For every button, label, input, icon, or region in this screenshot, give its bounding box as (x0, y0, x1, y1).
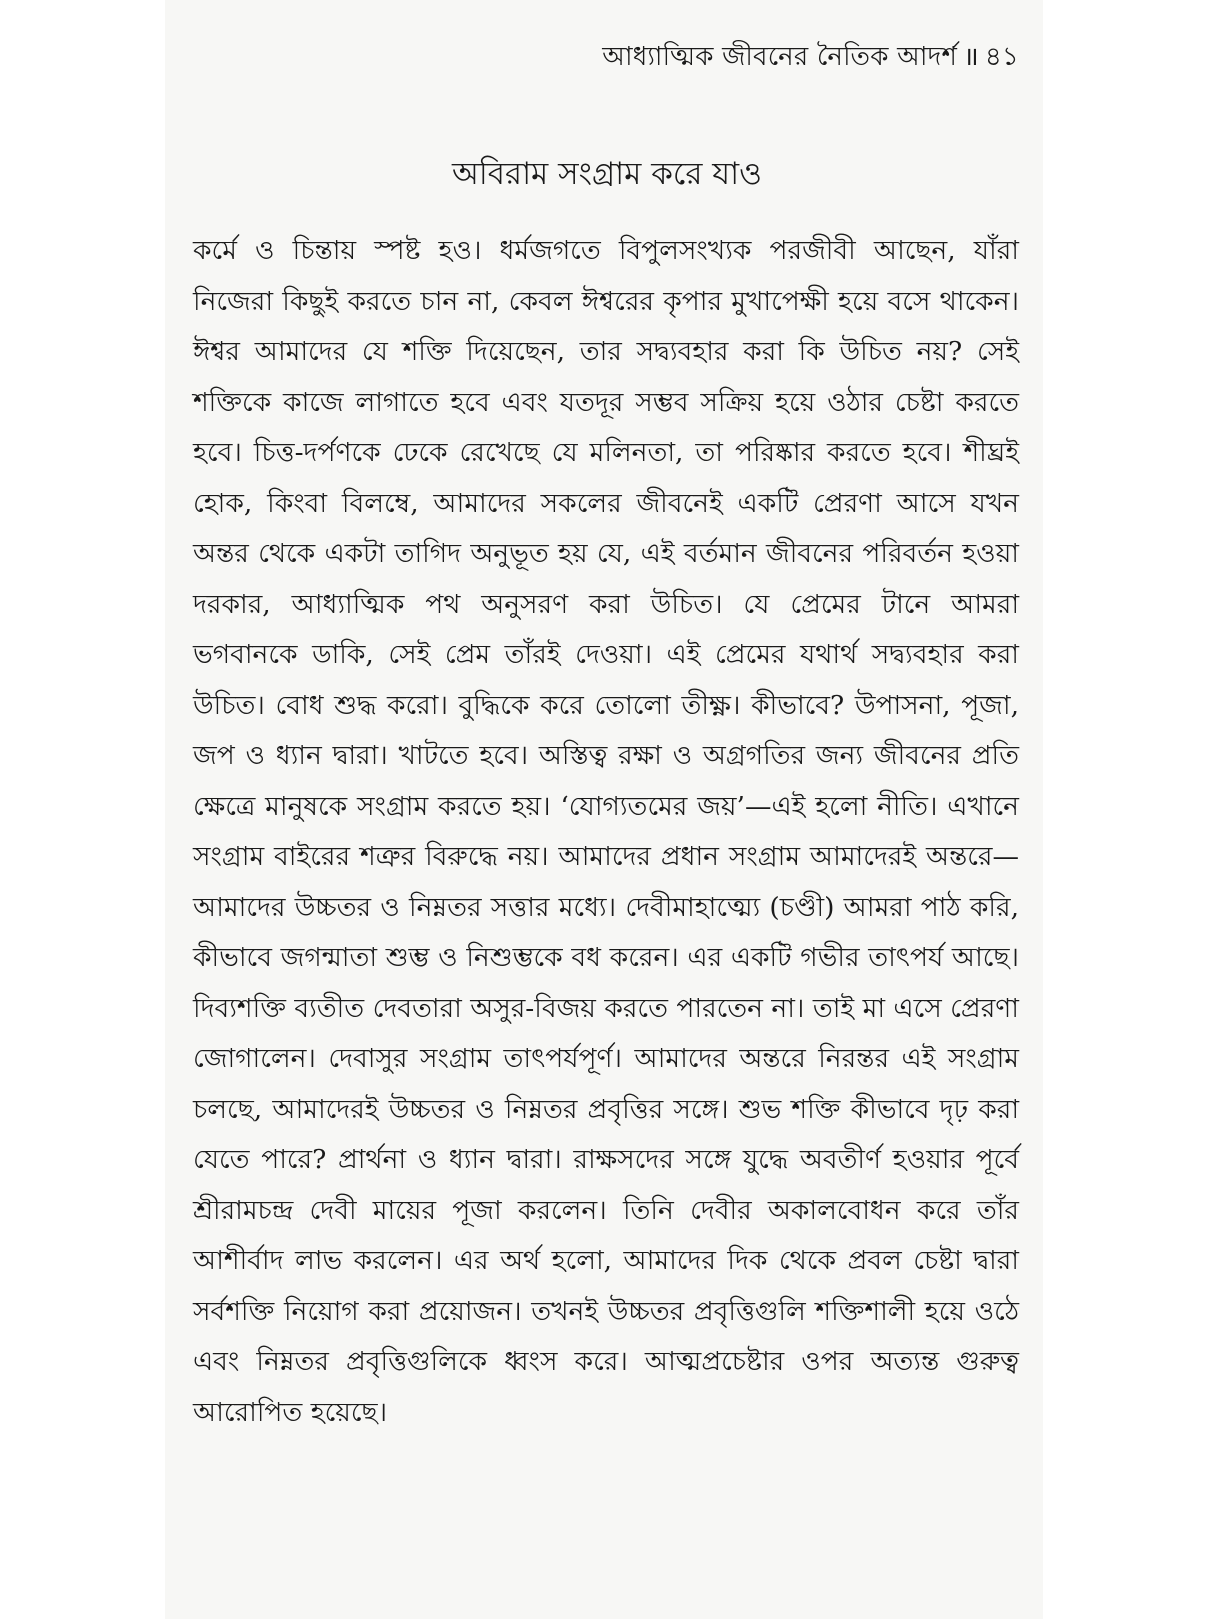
running-header (602, 36, 1019, 80)
page-number: ৪১ (984, 42, 1019, 72)
running-header-title: আধ্যাত্মিক জীবনের নৈতিক আদর্শ (602, 42, 958, 72)
section-title: অবিরাম সংগ্রাম করে যাও (452, 156, 762, 192)
header-separator: ॥ (963, 42, 979, 72)
body-paragraph: কর্মে ও চিন্তায় স্পষ্ট হও। ধর্মজগতে বিপুলসংখ্যক পরজীবী আছেন, যাঁরা নিজেরা কিছুই করতে চান না, কেবল ঈশ্বরের কৃপার মুখাপেক্ষী হয়ে বসে থাকেন। ঈশ্বর আমাদের যে শক্তি দিয়েছেন, তার সদ্ব্যবহার করা কি উচিত নয়? সেই শক্তিকে কাজে লাগাতে হবে এবং যতদূর সম্ভব সক্রিয় হয়ে ওঠার চেষ্টা করতে হবে। চিত্ত-দর্পণকে ঢেকে রেখেছে যে মলিনতা, তা পরিষ্কার করতে হবে। শীঘ্রই হোক, কিংবা বিলম্বে, আমাদের সকলের জীবনেই একটি প্রেরণা আসে যখন অন্তর থেকে একটা তাগিদ অনুভূত হয় যে, এই বর্তমান জীবনের পরিবর্তন হওয়া দরকার, আধ্যাত্মিক পথ অনুসরণ করা উচিত। যে প্রেমের টানে আমরা ভগবানকে ডাকি, সেই প্রেম তাঁরই দেওয়া। এই প্রেমের যথার্থ সদ্ব্যবহার করা উচিত। বোধ শুদ্ধ করো। বুদ্ধিকে করে তোলো তীক্ষ্ণ। কীভাবে? উপাসনা, পূজা, জপ ও ধ্যান দ্বারা। খাটতে হবে। অস্তিত্ব রক্ষা ও অগ্রগতির জন্য জীবনের প্রতি ক্ষেত্রে মানুষকে সংগ্রাম করতে হয়। ‘যোগ্যতমের জয়’—এই হলো নীতি। এখানে সংগ্রাম বাইরের শত্রুর বিরুদ্ধে নয়। আমাদের প্রধান সংগ্রাম আমাদেরই অন্তরে—আমাদের উচ্চতর ও নিম্নতর সত্তার মধ্যে। দেবীমাহাত্ম্যে (চণ্ডী) আমরা পাঠ করি, কীভাবে জগন্মাতা শুম্ভ ও নিশুম্ভকে বধ করেন। এর একটি গভীর তাৎপর্য আছে। দিব্যশক্তি ব্যতীত দেবতারা অসুর-বিজয় করতে পারতেন না। তাই মা এসে প্রেরণা জোগালেন। দেবাসুর সংগ্রাম তাৎপর্যপূর্ণ। আমাদের অন্তরে নিরন্তর এই সংগ্রাম চলছে, আমাদেরই উচ্চতর ও নিম্নতর প্রবৃত্তির সঙ্গে। শুভ শক্তি কীভাবে দৃঢ় করা যেতে পারে? প্রার্থনা ও ধ্যান দ্বারা। রাক্ষসদের সঙ্গে যুদ্ধে অবতীর্ণ হওয়ার পূর্বে শ্রীরামচন্দ্র দেবী মায়ের পূজা করলেন। তিনি দেবীর অকালবোধন করে তাঁর আশীর্বাদ লাভ করলেন। এর অর্থ হলো, আমাদের দিক থেকে প্রবল চেষ্টা দ্বারা সর্বশক্তি নিয়োগ করা প্রয়োজন। তখনই উচ্চতর প্রবৃত্তিগুলি শক্তিশালী হয়ে ওঠে এবং নিম্নতর প্রবৃত্তিগুলিকে ধ্বংস করে। আত্মপ্রচেষ্টার ওপর অত্যন্ত গুরুত্ব আরোপিত হয়েছে। (193, 235, 1019, 1428)
